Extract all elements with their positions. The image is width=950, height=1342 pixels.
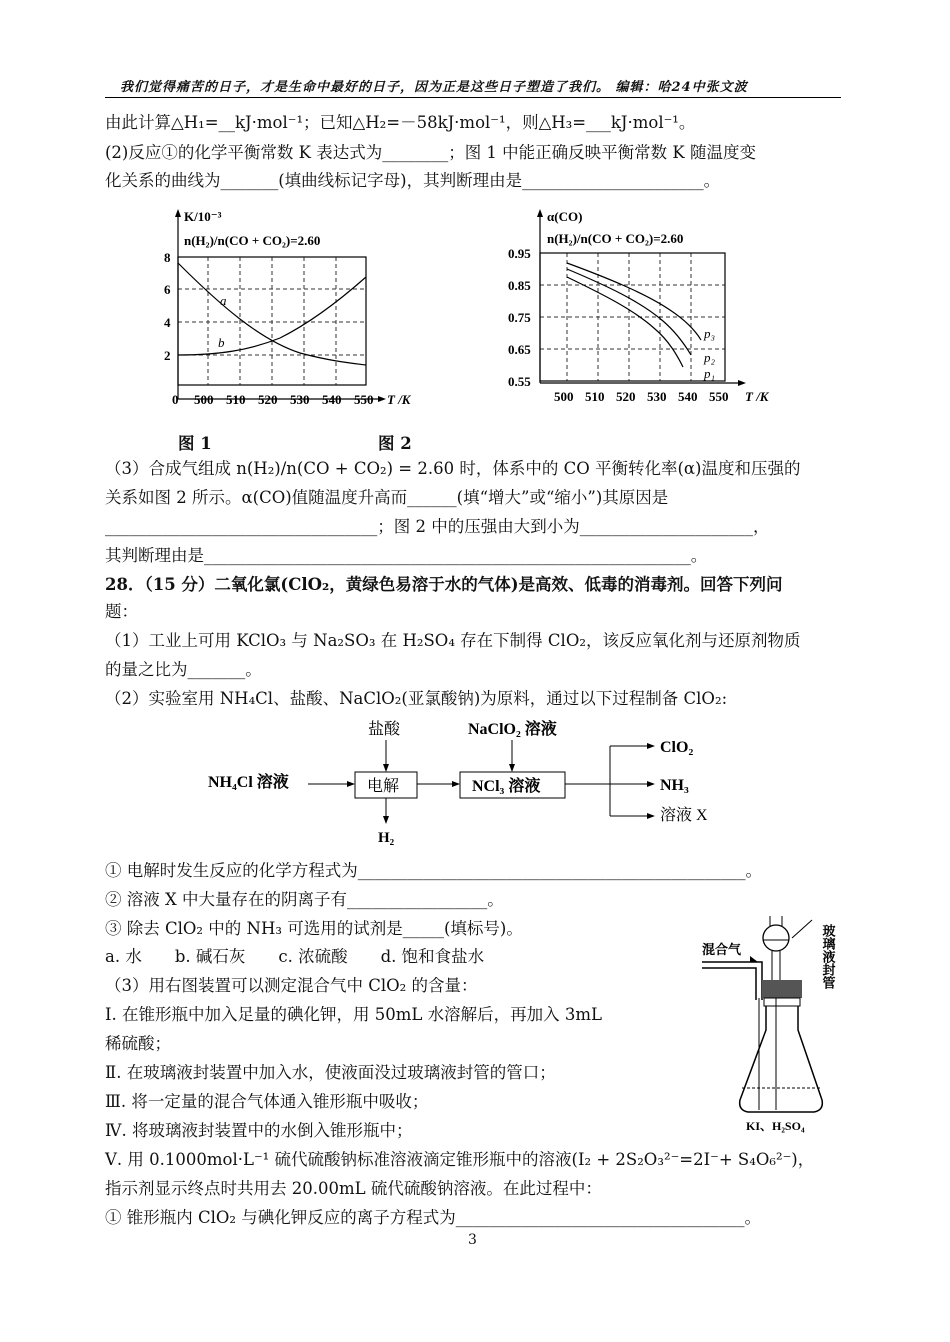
text-line: ① 锥形瓶内 ClO₂ 与碘化钾反应的离子方程式为___________________________________。: [105, 1208, 762, 1227]
flow-electrolysis: 电解: [367, 778, 400, 795]
apparatus-diagram: [700, 910, 845, 1135]
text-line: （3）用右图装置可以测定混合气中 ClO₂ 的含量：: [105, 976, 478, 995]
text-line: Ⅲ. 将一定量的混合气体通入锥形瓶中吸收；: [105, 1092, 429, 1111]
x-tick: 520: [258, 392, 278, 407]
gas-in-label: 混合气: [702, 942, 742, 957]
x-tick: 550: [709, 389, 729, 404]
text-line: Ⅴ. 用 0.1000mol·L⁻¹ 硫代硫酸钠标准溶液滴定锥形瓶中的溶液(I₂ + 2S₂O₃²⁻=2I⁻+ S₄O₆²⁻)，: [105, 1150, 815, 1169]
y-tick: 8: [164, 250, 171, 265]
text-line: ① 电解时发生反应的化学方程式为_______________________________________________。: [105, 861, 762, 880]
text-line: Ⅳ. 将玻璃液封装置中的水倒入锥形瓶中；: [105, 1121, 413, 1140]
flow-hcl: 盐酸: [368, 721, 401, 738]
curve-label-p1: p₁: [704, 366, 716, 381]
text-line: 稀硫酸；: [105, 1034, 171, 1053]
curve-label-p2: p₂: [704, 350, 716, 365]
text-line: (2)反应①的化学平衡常数 K 表达式为________；图 1 中能正确反映平衡常数 K 随温度变: [105, 143, 756, 162]
y-axis-label: α(CO): [547, 209, 583, 224]
y-tick: 2: [164, 348, 171, 363]
text-line: ② 溶液 X 中大量存在的阴离子有_________________。: [105, 890, 504, 909]
x-tick: 520: [616, 389, 636, 404]
text-line: （3）合成气组成 n(H₂)/n(CO + CO₂) = 2.60 时，体系中的 CO 平衡转化率(α)温度和压强的: [105, 459, 801, 478]
text-line: 28．（15 分）二氧化氯(ClO₂，黄绿色易溶于水的气体)是高效、低毒的消毒剂。回答下列问: [105, 575, 783, 594]
x-axis-label: T /K: [745, 389, 769, 404]
curve-label-p3: p₃: [704, 326, 716, 341]
y-tick: 0.85: [508, 278, 531, 293]
y-tick: 6: [164, 282, 171, 297]
flow-diagram: [200, 712, 740, 852]
text-line: （2）实验室用 NH₄Cl、盐酸、NaClO₂(亚氯酸钠)为原料，通过以下过程制备 ClO₂:: [105, 689, 728, 708]
text-line: 题：: [105, 602, 138, 621]
origin-label: 0: [172, 392, 179, 407]
y-tick: 0.75: [508, 310, 531, 325]
figure-1-caption: 图 1: [178, 434, 212, 453]
y-tick: 0.65: [508, 342, 531, 357]
text-line: 的量之比为_______。: [105, 660, 262, 679]
text-line: Ⅰ. 在锥形瓶中加入足量的碘化钾，用 50mL 水溶解后，再加入 3mL: [105, 1005, 602, 1024]
solution-label: KI、H₂SO₄: [746, 1119, 805, 1133]
y-axis-label: K/10⁻³: [184, 209, 222, 224]
flow-out-clo2: ClO₂: [660, 739, 694, 756]
x-tick: 500: [554, 389, 574, 404]
seal-label: 玻璃液封管: [820, 924, 836, 989]
text-line: a. 水 b. 碱石灰 c. 浓硫酸 d. 饱和食盐水: [105, 947, 485, 966]
curve-label-b: b: [218, 335, 225, 350]
condition-label: n(H₂)/n(CO + CO₂)=2.60: [184, 233, 321, 248]
text-line: （1）工业上可用 KClO₃ 与 Na₂SO₃ 在 H₂SO₄ 存在下制得 ClO₂，该反应氧化剂与还原剂物质: [105, 631, 801, 650]
y-tick: 0.95: [508, 246, 531, 261]
y-tick: 4: [164, 315, 171, 330]
condition-label: n(H₂)/n(CO + CO₂)=2.60: [547, 231, 684, 246]
y-tick: 0.55: [508, 374, 531, 389]
text-line: 关系如图 2 所示。α(CO)值随温度升高而______(填“增大”或“缩小”)其原因是: [105, 488, 669, 507]
x-tick: 530: [647, 389, 667, 404]
x-tick: 510: [226, 392, 246, 407]
figure-2-chart: [505, 205, 790, 415]
text-line: ③ 除去 ClO₂ 中的 NH₃ 可选用的试剂是_____(填标号)。: [105, 919, 523, 938]
x-tick: 530: [290, 392, 310, 407]
flow-naclo2: NaClO₂ 溶液: [468, 721, 557, 738]
x-tick: 540: [678, 389, 698, 404]
flow-ncl3: NCl₃ 溶液: [472, 778, 541, 795]
figure-2-caption: 图 2: [378, 434, 412, 453]
text-line: 化关系的曲线为_______(填曲线标记字母)，其判断理由是______________________。: [105, 171, 721, 190]
x-tick: 510: [585, 389, 605, 404]
header-rule: [105, 97, 841, 98]
text-line: 指示剂显示终点时共用去 20.00mL 硫代硫酸钠溶液。在此过程中：: [105, 1179, 602, 1198]
page-header: 我们觉得痛苦的日子，才是生命中最好的日子，因为正是这些日子塑造了我们。 编辑：哈24中张文波: [120, 80, 748, 95]
x-tick: 540: [322, 392, 342, 407]
figure-1-chart: [160, 205, 440, 415]
x-axis-label: T /K: [387, 392, 411, 407]
flow-out-nh3: NH₃: [660, 777, 689, 794]
x-tick: 500: [194, 392, 214, 407]
curve-p1: [567, 277, 683, 367]
text-line: 由此计算△H₁=__kJ·mol⁻¹；已知△H₂=－58kJ·mol⁻¹，则△H₃=___kJ·mol⁻¹。: [105, 113, 696, 132]
curve-label-a: a: [220, 293, 227, 308]
x-tick: 550: [354, 392, 374, 407]
flow-nh4cl: NH₄Cl 溶液: [208, 774, 289, 791]
flow-h2: H₂: [378, 830, 395, 846]
flow-out-x: 溶液 X: [660, 807, 708, 824]
text-line: 其判断理由是___________________________________________________________。: [105, 546, 708, 565]
text-line: Ⅱ. 在玻璃液封装置中加入水，使液面没过玻璃液封管的管口；: [105, 1063, 556, 1082]
text-line: _________________________________；图 2 中的压强由大到小为_____________________，: [105, 517, 770, 536]
page-number: 3: [468, 1232, 477, 1248]
